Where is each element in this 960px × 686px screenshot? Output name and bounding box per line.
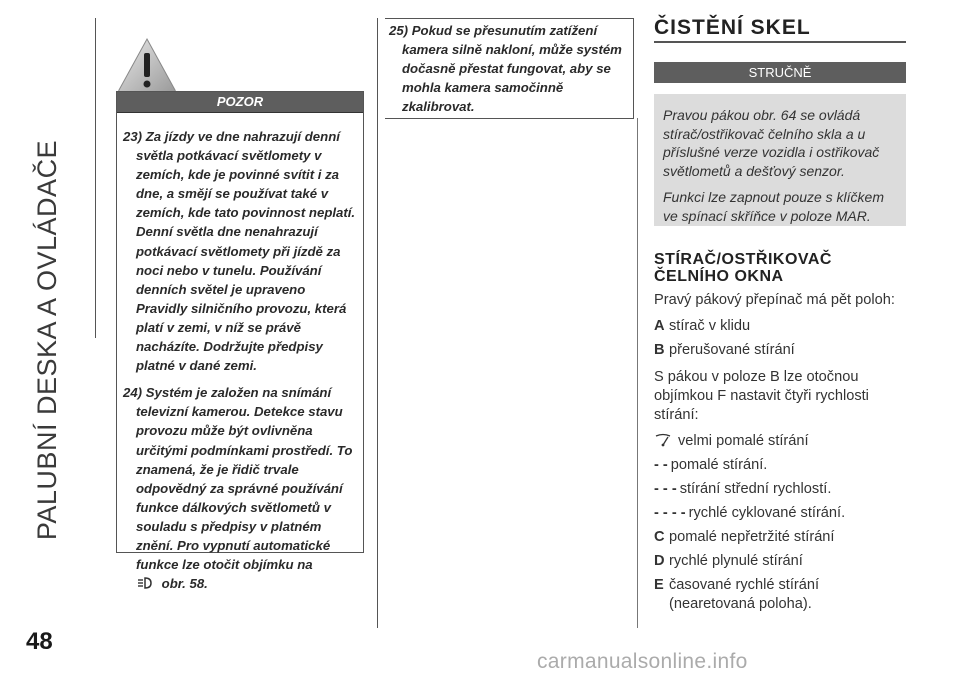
item-text: stírač v klidu (669, 318, 751, 334)
list-item (654, 528, 906, 547)
intro-paragraph: Pravý pákový přepínač má pět poloh: (654, 292, 895, 308)
item-key: D (654, 553, 665, 569)
section-body (654, 291, 906, 619)
item-key: - - - - (654, 505, 686, 521)
note-24-text: 24) Systém je založen na snímání televizní kamerou. Detekce stavu provozu může být ovlivněna určitými podmínkami prostředí. To znamená, že je řidič trvale odpovědný za správné používání funkce dálkových světlometů v souladu s předpisy v platném znění. Pro vypnutí automatické funkce lze otočit objímku na (123, 385, 353, 573)
list-item (654, 341, 906, 360)
item-text: pomalé nepřetržité stírání (669, 529, 835, 545)
item-key: B (654, 342, 665, 358)
item-text: časované rychlé stírání (nearetovaná poloha). (669, 577, 820, 612)
chapter-title: PALUBNÍ DESKA A OVLÁDAČE (32, 139, 62, 541)
item-key: A (654, 318, 665, 334)
brief-paragraph-2: Funkci lze zapnout pouze s klíčkem ve spínací skříňce v poloze MAR. (663, 189, 884, 224)
watermark: carmanualsonline.info (537, 650, 748, 673)
item-text: velmi pomalé stírání (678, 433, 809, 449)
list-item (654, 432, 906, 451)
item-key: - - (654, 457, 668, 473)
high-beam-icon (136, 576, 158, 590)
warning-triangle-icon (116, 36, 178, 94)
note-23: 23) Za jízdy ve dne nahrazují denní světla potkávací světlomety v zemích, kde je povinné svítit i za dne, a smějí se používat také v zemích, kde tato povinnost neplatí. Denní světla dne nenahrazují potkávací světlomety při jízdě za noci nebo v tunelu. Používání denních světel je upraveno Pravidly silničního provozu, která platí v zemi, v níž se právě nacházíte. Dodržujte předpisy platné v dané zemi. (123, 129, 356, 374)
section-title: ČISTĚNÍ SKEL (654, 16, 811, 39)
list-item (654, 317, 906, 336)
column-divider (377, 18, 378, 628)
speed-paragraph: S pákou v poloze B lze otočnou objímkou F nastavit čtyři rychlosti stírání: (654, 369, 869, 423)
item-key: C (654, 529, 665, 545)
warning-header: POZOR (117, 92, 363, 113)
note-24 (123, 383, 357, 593)
brief-label: STRUČNĚ (654, 62, 906, 83)
subsection-title-line-2: ČELNÍHO OKNA (654, 268, 784, 285)
subsection-title (654, 251, 906, 285)
subsection-title-line-1: STÍRAČ/OSTŘIKOVAČ (654, 251, 832, 268)
section-title-rule (654, 41, 906, 43)
note-24-figure-ref: obr. 58. (161, 576, 208, 592)
note-25: 25) Pokud se přesunutím zatížení kamera silně nakloní, může systém dočasně přestat fungovat, aby se mohla kamera samočinně zkalibrovat. (389, 23, 622, 114)
list-item (654, 456, 906, 475)
item-key: - - - (654, 481, 677, 497)
column-divider-right (637, 118, 638, 628)
sidebar-divider (95, 18, 96, 338)
list-item (654, 552, 906, 571)
brief-paragraph-1: Pravou pákou obr. 64 se ovládá stírač/ostřikovač čelního skla a u příslušné verze vozidla i ostřikovač světlometů a dešťový senzor. (663, 107, 880, 179)
item-key: E (654, 577, 664, 593)
warning-box-continued (385, 18, 634, 119)
brief-box (654, 94, 906, 226)
list-item (654, 504, 906, 523)
wiper-icon (654, 432, 672, 448)
item-text: pomalé stírání. (670, 457, 768, 473)
warning-box (116, 91, 364, 592)
list-item (654, 576, 906, 614)
page-number: 48 (26, 628, 53, 655)
item-text: rychlé plynulé stírání (669, 553, 803, 569)
list-item (654, 480, 906, 499)
item-text: stírání střední rychlostí. (679, 481, 832, 497)
item-text: přerušované stírání (669, 342, 795, 358)
item-text: rychlé cyklované stírání. (688, 505, 846, 521)
